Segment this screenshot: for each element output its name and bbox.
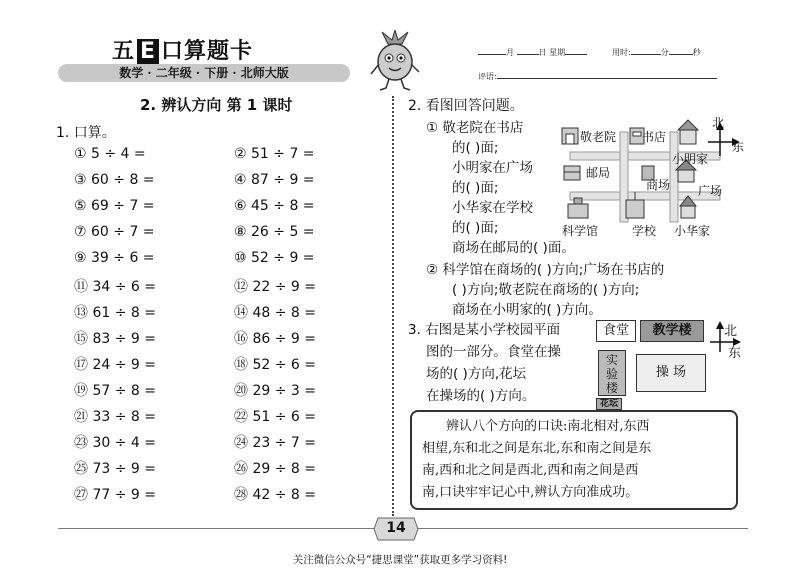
date-field[interactable]: 月 日 星期 — [478, 46, 587, 58]
q2-p2-line: ( )方向;敬老院在商场的( )方向; — [452, 282, 640, 298]
calc-item: ② 51 ÷ 7 = — [234, 146, 315, 162]
calc-item: ① 5 ÷ 4 = — [74, 146, 146, 162]
q2-p1-line: 的( )面; — [452, 180, 499, 196]
map-label: 广场 — [698, 184, 723, 198]
plan-playground: 操 场 — [636, 354, 706, 392]
q2-p1-line: 商场在邮局的( )面。 — [452, 240, 575, 256]
xiaoming-home-building-icon — [678, 120, 698, 144]
column-divider — [392, 96, 394, 516]
q1-title: 1. 口算。 — [56, 125, 116, 141]
q2-p1-line: ① 敬老院在书店 — [426, 120, 524, 136]
rhyme-line: 辨认八个方向的口诀:南北相对,东西 — [446, 419, 650, 434]
time-field[interactable]: 用时: 分 秒 — [612, 48, 701, 57]
q2-p1-line: 小明家在广场 — [452, 160, 533, 176]
q2-p1-line: 的( )面; — [452, 220, 499, 236]
science-hall-building-icon — [568, 198, 588, 218]
book-subtitle: 数学 · 二年级 · 下册 · 北师大版 — [58, 64, 350, 82]
rhyme-line: 南,口诀牢牢记心中,辨认方向准成功。 — [422, 485, 639, 500]
calc-item: ⑪ 34 ÷ 6 = — [74, 279, 156, 295]
comment-field[interactable]: 评语: — [478, 70, 717, 82]
calc-item: ㉒ 51 ÷ 6 = — [234, 409, 316, 425]
map-label: 商场 — [646, 178, 671, 192]
calc-item: ⑦ 60 ÷ 7 = — [74, 224, 155, 240]
direction-rhyme-box — [410, 410, 738, 510]
plan-teaching-building: 教学楼 — [640, 320, 704, 342]
calc-item: ⑮ 83 ÷ 9 = — [74, 331, 156, 347]
calc-item: ⑥ 45 ÷ 8 = — [234, 198, 315, 214]
calc-item: ③ 60 ÷ 8 = — [74, 172, 155, 188]
page-number: 14 — [386, 520, 406, 536]
calc-item: ㉕ 73 ÷ 9 = — [74, 461, 156, 477]
map-label: 小明家 — [672, 152, 709, 166]
post-office-building-icon — [564, 166, 580, 180]
calc-item: ⑨ 39 ÷ 6 = — [74, 250, 155, 266]
lesson-title: 2. 辨认方向 第 1 课时 — [140, 96, 293, 114]
compass-north-label: 北 — [724, 324, 738, 339]
calc-item: ⑱ 52 ÷ 6 = — [234, 357, 316, 373]
calc-item: ⑫ 22 ÷ 9 = — [234, 279, 316, 295]
map-label: 邮局 — [586, 166, 611, 180]
plan-lab-building: 实 验 楼 — [598, 350, 626, 396]
calc-item: ㉑ 33 ÷ 8 = — [74, 409, 156, 425]
calc-item: ㉘ 42 ÷ 8 = — [234, 487, 316, 503]
q3-line: 3. 右图是某小学校园平面 — [408, 322, 561, 338]
calc-item: ⑳ 29 ÷ 3 = — [234, 383, 316, 399]
calc-item: ⑰ 24 ÷ 9 = — [74, 357, 156, 373]
calc-item: ⑩ 52 ÷ 9 = — [234, 250, 315, 266]
nursing-home-building-icon — [562, 128, 578, 144]
q2-p1-line: 的( )面; — [452, 140, 499, 156]
calc-item: ㉓ 30 ÷ 4 = — [74, 435, 156, 451]
calc-item: ㉔ 23 ÷ 7 = — [234, 435, 316, 451]
radish-mascot-icon — [366, 30, 424, 92]
plan-canteen: 食堂 — [596, 320, 636, 342]
footer-note: 关注微信公众号“捷思课堂”获取更多学习资料! — [292, 554, 508, 566]
calc-item: ㉗ 77 ÷ 9 = — [74, 487, 156, 503]
q3-line: 场的( )方向,花坛 — [426, 366, 527, 382]
rhyme-line: 相望,东和北之间是东北,东和南之间是东 — [422, 441, 652, 456]
q2-p2-line: ② 科学馆在商场的( )方向;广场在书店的 — [426, 262, 665, 278]
q3-line: 在操场的( )方向。 — [426, 388, 536, 404]
map-label: 敬老院 — [580, 130, 617, 144]
calc-item: ㉖ 29 ÷ 8 = — [234, 461, 316, 477]
q3-line: 图的一部分。食堂在操 — [426, 344, 561, 360]
compass-east-label: 东 — [732, 140, 745, 154]
calc-item: ⑲ 57 ÷ 8 = — [74, 383, 156, 399]
calc-item: ⑯ 86 ÷ 9 = — [234, 331, 316, 347]
map-label: 书店 — [642, 130, 667, 144]
calc-item: ⑧ 26 ÷ 5 = — [234, 224, 315, 240]
calc-item: ⑬ 61 ÷ 8 = — [74, 305, 156, 321]
q2-p1-line: 小华家在学校 — [452, 200, 533, 216]
plan-flower-bed: 花坛 — [596, 398, 622, 410]
calc-item: ⑭ 48 ÷ 8 = — [234, 305, 316, 321]
q2-p2-line: 商场在小明家的( )方向。 — [452, 302, 602, 318]
q2-title: 2. 看图回答问题。 — [408, 98, 524, 114]
calc-item: ④ 87 ÷ 9 = — [234, 172, 315, 188]
map-label: 科学馆 — [562, 224, 599, 238]
calc-item: ⑤ 69 ÷ 7 = — [74, 198, 155, 214]
map-label: 学校 — [632, 224, 657, 238]
compass-east-label: 东 — [728, 346, 742, 361]
compass-north-label: 北 — [712, 116, 725, 130]
map-label: 小华家 — [674, 224, 711, 238]
book-brand: 五 E 口算题卡 — [112, 39, 254, 64]
rhyme-line: 南,西和北之间是西北,西和南之间是西 — [422, 463, 639, 478]
